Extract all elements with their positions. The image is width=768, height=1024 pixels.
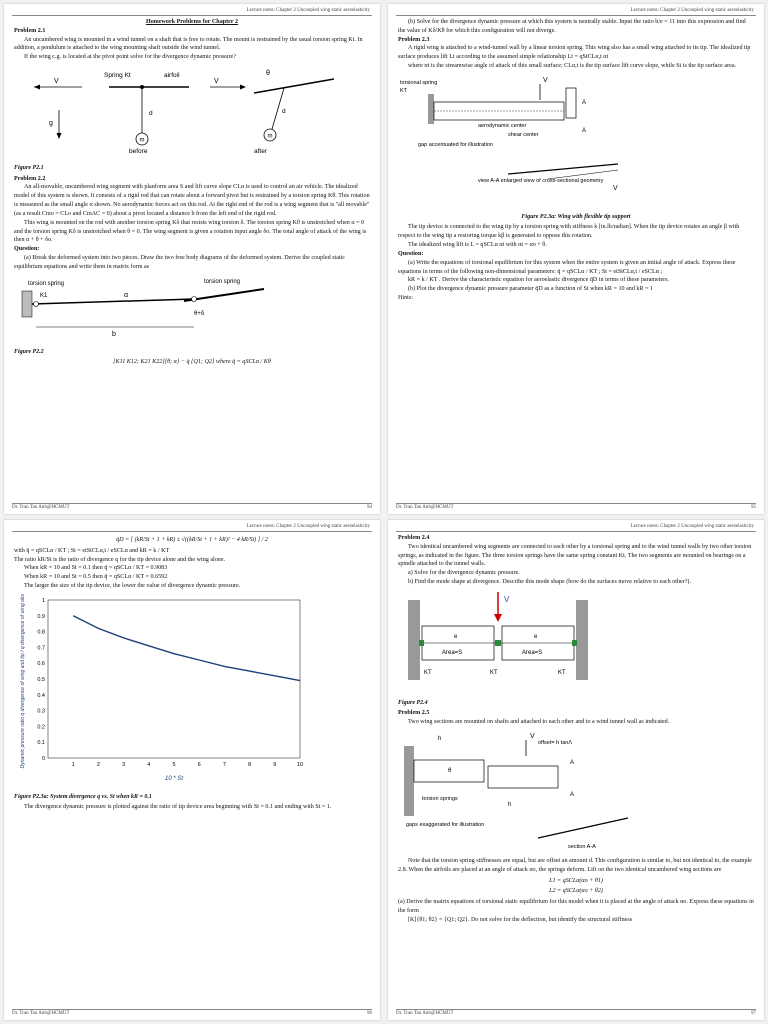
y-tick-label: 1 [41,597,45,604]
forward-pivot [34,301,39,306]
page-number: 97 [751,1011,756,1016]
y-axis-ticks [37,598,45,762]
label-v: V [543,76,548,84]
label-b: b [112,330,116,338]
label-v: V [54,78,59,86]
wall [428,94,434,124]
label-theta: θ [448,768,452,775]
x-tick-label: 5 [172,761,176,768]
label-kt-1: KT [424,669,432,676]
x-tick-label: 7 [222,761,226,768]
y-tick-label: 0.1 [37,740,45,747]
problem-2-1-text: An uncambered wing is mounted in a wind tunnel on a shaft that is free to rotate. The mount is restrained by the usual torsion spring Kt. In addition, a pendulum is attached to the wing mounting shaft outside the wind tunnel. [14,36,363,52]
page-header: Lecture notes: Chapter 2 Uncoupled wing static aeroelasticity [246,524,370,529]
y-axis-label: Dynamic pressure ratio q divergence of wing and tip / q divergence of wing alone [20,593,26,769]
label-kt-3: KT [558,669,566,676]
x-axis-label: 10 * St [164,775,184,782]
label-a: A [582,99,587,106]
chart-description: The divergence dynamic pressure is plotted against the ratio of tip device area beginning with St = 0.1 and ending with St = 1. [24,804,332,811]
figure-p2-4 [398,590,598,690]
question-a: a) Solve for the divergence dynamic pressure. [408,570,520,577]
lift-equation-1: L1 = qSCLα(αo + θ1) [549,877,603,884]
label-d: d [149,110,153,118]
label-gaps: gaps exaggerated for illustration [406,822,485,829]
divergence-chart [14,594,314,784]
problem-2-1-question: If the wing c.g. is located at the pivot point solve for the divergence dynamic pressure? [24,54,236,61]
question-a-cont: kR = k / KT . Derive the characteristic equation for aeroelastic divergence q̄D in terms of these parameters. [408,277,670,284]
y-tick-label: 0.8 [37,629,45,636]
tip-device-text: The tip device is connected to the wing tip by a torsion spring with stiffness k [in.lb/radian]. When the tip device rotates an angle β with respect to the wing tip a restoring torque kβ is generated to oppose this rotation. [398,224,740,240]
header-rule [396,15,756,16]
page-95 [388,4,764,514]
label-view: view A-A enlarged view of cross-sectional geometry [478,177,604,184]
page-header: Lecture notes: Chapter 2 Uncoupled wing static aeroelasticity [630,524,754,529]
label-h-2: h [508,802,512,809]
label-area-2: Area=S [522,649,543,656]
section-airfoil [538,818,628,838]
page-header: Lecture notes: Chapter 2 Uncoupled wing static aeroelasticity [246,8,370,13]
problem-2-2-text2: This wing is mounted on the rod with another torsion spring Kδ that resists wing torsion δ. The torsion spring Kθ is unstretched when α = 0 and the torsion spring Kδ is unstretched when θ = 0. The wing segment is given a rotation input angle δo. The total angle of attack of the wing is then α + θ + δo. [14,219,367,244]
label-g: g [49,120,53,128]
figure-p2-2-caption: Figure P2.2 [14,348,44,355]
label-v: V [530,733,535,741]
problem-2-3-text2: where αt is the streamwise angle of attack of this small surface; CLα,t is the tip surface lift curve slope, while St is the tip surface area. [408,63,737,70]
divergence-formula: q̄D = [ (kR/St + 1 + kR) ± √((kR/St + 1 + kR)² − 4 kR/St) ] / 2 [116,537,268,543]
left-wall [408,600,420,680]
x-tick-label: 1 [71,761,75,768]
case-1: When kR = 10 and St = 0.1 then q̄ = qSCLα / KT = 0.9083 [24,565,168,572]
lift-equation-2: L2 = qSCLα(αo + θ2) [549,888,603,895]
figure-p2-3a-caption: Figure P2.3a: Wing with flexible tip support [521,213,631,220]
label-v-after: V [214,78,219,86]
note-text: Note that the torsion spring stiffnesses are equal, but are offset an amount d. This configuration is similar to, but not identical to, the example 2.8. When the airfoils are placed at an angle of attack αo, the springs deform. Lift on the two identical uncambered wing sections are [398,857,752,873]
homework-title: Homework Problems for Chapter 2 [145,19,239,25]
label-d-after: d [282,108,286,116]
problem-2-2-part-b: (b) Solve for the divergence dynamic pressure at which this system is neutrally stable. Input the ratio b/e = 11 into this expression and find the value of Kδ/Kθ for which this configuration will not diverge. [398,19,746,34]
label-alpha: α [124,291,129,299]
label-a-2: A [582,127,587,134]
x-tick-label: 4 [147,761,151,768]
y-tick-label: 0.7 [37,645,45,652]
problem-2-3-heading: Problem 2.3 [398,36,430,43]
rotated-airfoil [254,79,334,93]
arrow-head [494,614,502,622]
right-wall [576,600,588,680]
page-number: 96 [367,1011,372,1016]
label-m: m [139,137,145,144]
conclusion: The larger the size of the tip device, the lower the value of divergence dynamic pressure. [24,583,241,590]
problem-2-2-text: An all-movable, uncambered wing segment with planform area S and lift curve slope CLα is used to control an air vehicle. The idealized model of this system is shown. It consists of a rigid rod that can rotate about a forward pivot but is restrained by a torsion spring Kθ. This rotation is measured as the small angle α shown. No aerodynamic forces act on this rod. At the right end of the rod is a wing segment that is "all movable" (as a result Cmo = CLo and CmAC = 0) about a pivot located a distance b from the left end of the rigid rod. [14,184,370,217]
pivot [140,85,144,89]
question-b: (b) Plot the divergence dynamic pressure parameter q̄D as a function of St when kR = 10 and kR = 1 [408,286,654,293]
spring-3 [572,640,577,646]
x-tick-label: 9 [273,761,277,768]
question-b: b) Find the mode shape at divergence. Describe this mode shape (how do the surfaces move relative to each other?). [408,579,691,586]
label-spring: Spring Kt [104,72,131,80]
x-tick-label: 3 [122,761,126,768]
label-area-1: Area=S [442,649,463,656]
header-rule [12,15,372,16]
label-aero-center: aerodynamic center [478,122,527,129]
label-gap: gap accentuated for illustration [418,141,493,148]
section-airfoil [508,164,618,174]
label-shear-center: shear center [508,131,539,138]
chart-caption: Figure P2.3a: System divergence q vs. St when kR = 0.1 [14,793,152,800]
y-tick-label: 0.5 [37,676,45,683]
label-airfoil: airfoil [164,72,180,80]
matrix-equation: [K11 K12; K21 K22]{θ; α} − q̄ {Q1; Q2} where q̄ = qSCLα / Kθ [113,359,271,366]
problem-2-5-heading: Problem 2.5 [398,710,430,717]
arrow-head [57,133,62,139]
y-tick-label: 0.9 [37,613,45,620]
figure-p2-1-caption: Figure P2.1 [14,164,44,171]
wing-section-2 [488,766,558,788]
page-header: Lecture notes: Chapter 2 Uncoupled wing static aeroelasticity [630,8,754,13]
figure-p2-4-caption: Figure P2.4 [398,699,428,706]
footer-author: Dr. Tran Tan Anh@HCMUT [12,1011,70,1016]
arrow-head [34,85,40,90]
question-a: (a) Break the deformed system into two pieces. Draw the two free body diagrams of the deformed system. Derive the coupled static equilibrium equations and write them in matrix form as [14,255,346,270]
x-tick-label: 8 [248,761,252,768]
page-96 [4,520,380,1020]
y-tick-label: 0.4 [37,692,45,699]
label-torsional-spring: torsional spring [400,79,438,86]
question-label: Question: [398,250,424,257]
label-kt-2: KT [490,669,498,676]
problem-2-5-text: Two wing sections are mounted on shafts and attached to each other and to a wind tunnel wall as indicated. [408,719,670,726]
parameter-definitions: with q̄ = qSCLα / KT ; St = etStCLα,t / eSCLα and kR = k / KT [14,547,170,554]
rigid-rod [32,299,194,304]
x-tick-label: 6 [197,761,201,768]
label-kt: KT [400,87,408,94]
arrow-head [240,85,246,90]
case-2: When kR = 10 and St = 0.5 then q̄ = qSCLα / KT = 0.6592 [24,574,168,581]
label-h-1: h [438,736,442,743]
label-before: before [129,148,148,156]
footer-author: Dr. Tran Tan Anh@HCMUT [12,505,70,510]
question-a-cont: [K]{θ1; θ2} = {Q1; Q2}. Do not solve for the deflection, but identify the structural stiffness [408,916,633,923]
footer-author: Dr. Tran Tan Anh@HCMUT [396,1011,454,1016]
page-footer [396,1009,756,1016]
y-tick-label: 0.3 [37,708,45,715]
page-footer [12,503,372,510]
chart-plot-area [48,600,300,758]
figure-p2-1 [14,65,354,155]
page-number: 94 [367,505,372,510]
y-tick-label: 0 [41,755,45,762]
page-number: 95 [751,505,756,510]
label-torsion-spring-1: torsion spring [28,280,65,287]
x-tick-label: 10 [296,761,304,768]
header-rule [12,531,372,532]
footer-author: Dr. Tran Tan Anh@HCMUT [396,505,454,510]
label-after: after [254,148,268,156]
label-theta-delta: θ+δ [194,310,205,317]
label-e-2: e [534,633,538,640]
page-footer [12,1009,372,1016]
x-axis-ticks [72,762,303,768]
wing-pivot [192,296,197,301]
label-v-section: V [613,184,618,192]
page-94 [4,4,380,514]
label-torsion-spring-2: torsion spring [204,278,241,285]
problem-2-3-text: A rigid wing is attached to a wind-tunnel wall by a linear torsion spring. This wing also has a small wing attached to its tip. The idealized tip surface produces lift Lt according to the assumed simple relationship Lt = qStCLα,t αt [398,45,751,61]
question-label: Question: [14,246,40,253]
header-rule [396,531,756,532]
page-footer [396,503,756,510]
question-a: (a) Write the equations of torsional equilibrium for this system when the entire system is given an initial angle of attack. Express these equations in terms of the following non-dimensional parameters: q̄ = qSCLα / KT ; St = etStCLα,t / eSCLα ; [398,259,736,275]
problem-2-2-heading: Problem 2.2 [14,175,46,182]
tip-device [566,88,576,118]
label-a-1: A [570,760,575,767]
label-theta: θ [266,70,270,78]
label-section: section A-A [568,844,596,851]
label-offset: offset= h tanΛ [538,740,572,747]
hints-label: Hints: [398,295,413,302]
label-e-1: e [454,633,458,640]
label-k1: K1 [40,292,48,299]
label-v: V [504,594,510,604]
label-a-2: A [570,792,575,799]
problem-2-1-heading: Problem 2.1 [14,27,46,34]
figure-p2-5 [398,730,648,850]
spring-2 [495,640,501,646]
label-torsion-springs: torsion springs [422,796,458,803]
wall [22,291,32,317]
question-a: (a) Derive the matrix equations of torsional static equilibrium for this model when it is placed at the angle of attack αo. Express these equations in the form [398,899,754,915]
spring-1 [419,640,424,646]
y-tick-label: 0.6 [37,661,45,668]
figure-p2-2 [14,275,314,339]
figure-p2-3a [398,74,638,204]
problem-2-4-heading: Problem 2.4 [398,535,430,541]
wing-lift-text: The idealized wing lift is L = qSCLα αt with αt = αo + θ. [408,242,547,249]
label-m-after: m [267,133,273,140]
y-tick-label: 0.2 [37,724,45,731]
problem-2-4-text: Two identical uncambered wing segments are connected to each other by a torsional spring and to the wind tunnel walls by two other torsion springs, as indicated in the figure. The three torsion springs have the same spring constant Kt. The two segments are mounted on bearings on a spindle attached to the tunnel walls. [398,543,752,568]
wall [404,746,414,816]
ratio-text: The ratio kR/St is the ratio of divergence q for the tip device alone and the wing alone. [14,556,226,563]
page-97 [388,520,764,1020]
x-tick-label: 2 [96,761,100,768]
